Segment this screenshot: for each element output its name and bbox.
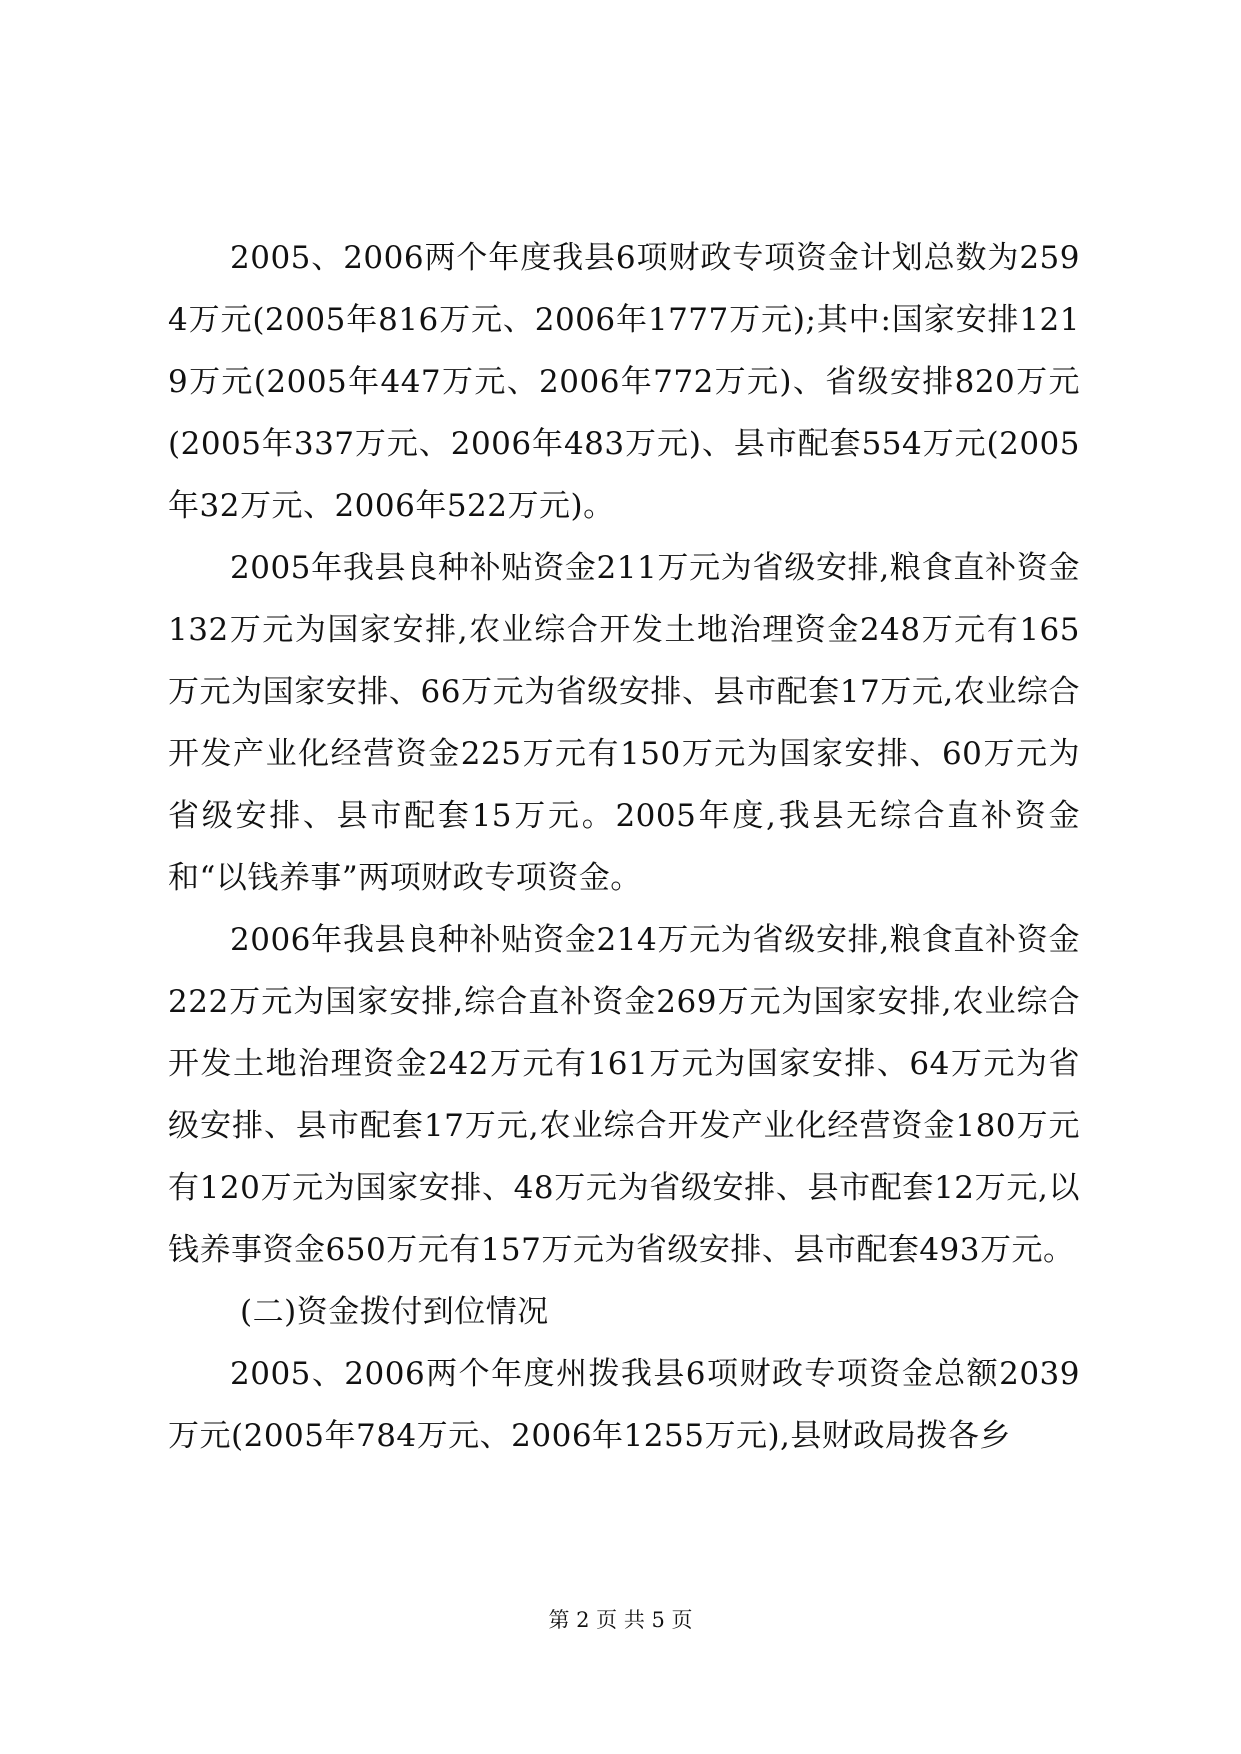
- paragraph-2005-funding: 2005年我县良种补贴资金211万元为省级安排,粮食直补资金132万元为国家安排,农业综合开发土地治理资金248万元有165万元为国家安排、66万元为省级安排、县市配套17万元,农业综合开发产业化经营资金225万元有150万元为国家安排、60万元为省级安排、县市配套15万元。2005年度,我县无综合直补资金和“以钱养事”两项财政专项资金。: [168, 550, 1080, 896]
- paragraph-2006-funding: 2006年我县良种补贴资金214万元为省级安排,粮食直补资金222万元为国家安排,综合直补资金269万元为国家安排,农业综合开发土地治理资金242万元有161万元为国家安排、64万元为省级安排、县市配套17万元,农业综合开发产业化经营资金180万元有120万元为国家安排、48万元为省级安排、县市配套12万元,以钱养事资金650万元有157万元为省级安排、县市配套493万元。: [168, 922, 1080, 1268]
- page-footer: 第 2 页 共 5 页: [548, 1608, 693, 1632]
- paragraph-funding-plan-total: 2005、2006两个年度我县6项财政专项资金计划总数为2594万元(2005年816万元、2006年1777万元);其中:国家安排1219万元(2005年447万元、2006年772万元)、省级安排820万元(2005年337万元、2006年483万元)、县市配套554万元(2005年32万元、2006年522万元)。: [168, 240, 1080, 524]
- document-body: [168, 227, 1080, 1467]
- paragraph-funds-disbursement: 2005、2006两个年度州拨我县6项财政专项资金总额2039万元(2005年784万元、2006年1255万元),县财政局拨各乡: [168, 1356, 1080, 1454]
- section-heading: (二)资金拨付到位情况: [240, 1294, 549, 1330]
